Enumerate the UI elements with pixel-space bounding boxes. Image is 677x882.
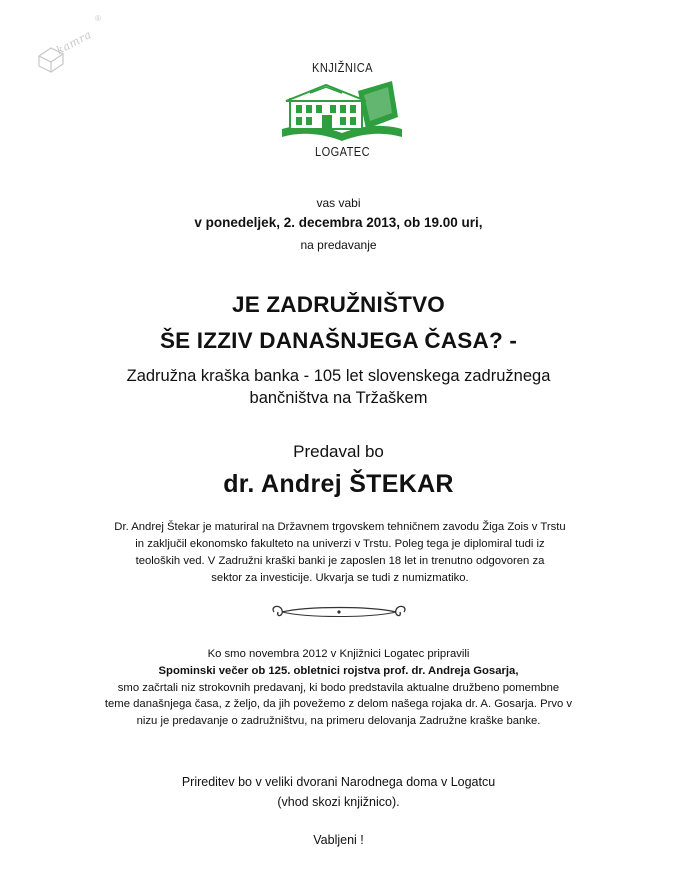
welcome-text: Vabljeni !: [313, 833, 364, 847]
bio-line: in zaključil ekonomsko fakulteto na univerzi v Trstu. Poleg tega je diplomiral tudi iz: [135, 538, 545, 550]
venue-line-1: Prireditev bo v veliki dvorani Narodnega doma v Logatcu: [181, 775, 496, 789]
watermark-registered-mark: ®: [95, 14, 101, 23]
venue-line-2: (vhod skozi knjižnico).: [277, 795, 400, 809]
lecture-title-line-1: JE ZADRUŽNIŠTVO: [231, 292, 445, 317]
bio-line: teoloških ved. V Zadružni kraški banki je zaposlen 18 let in trenutno odgovoren za: [135, 555, 545, 567]
context-line-2: Spominski večer ob 125. obletnici rojstva prof. dr. Andreja Gosarja,: [158, 664, 519, 677]
ornamental-divider: [268, 602, 410, 622]
bio-line: Dr. Andrej Štekar je maturiral na Državnem trgovskem tehničnem zavodu Žiga Zois v Trstu: [114, 521, 566, 533]
context-line-4: teme današnjega časa, z željo, da jih povežemo z delom našega rojaka dr. A. Gosarja. Prvo v: [104, 698, 573, 711]
watermark: [33, 14, 113, 74]
invitation-line-3: na predavanje: [300, 238, 377, 252]
library-logo: [280, 60, 405, 165]
library-building-icon: [280, 77, 405, 145]
watermark-text: kamra: [54, 27, 94, 58]
logo-top-text: KNJIŽNICA: [312, 60, 373, 75]
invitation-date: v ponedeljek, 2. decembra 2013, ob 19.00 uri,: [194, 215, 483, 230]
lecture-subtitle-line-1: Zadružna kraška banka - 105 let slovenskega zadružnega: [126, 367, 551, 385]
speaker-bio: [80, 519, 600, 587]
context-line-3: smo začrtali niz strokovnih predavanj, ki bodo predstavila aktualne družbeno pomembne: [117, 681, 560, 694]
logo-bottom-text: LOGATEC: [315, 144, 370, 159]
invitation-line-1: vas vabi: [316, 196, 361, 210]
context-paragraph: [0, 646, 677, 730]
context-line-5: nizu je predavanje o zadružništvu, na primeru delovanja Zadružne kraške banke.: [136, 715, 541, 728]
speaker-intro: Predaval bo: [293, 442, 384, 461]
lecture-subtitle-line-2: bančništva na Tržaškem: [249, 389, 428, 407]
context-line-1: Ko smo novembra 2012 v Knjižnici Logatec pripravili: [207, 648, 470, 660]
bio-line: sektor za investicije. Ukvarja se tudi z numizmatiko.: [211, 572, 469, 584]
speaker-name: dr. Andrej ŠTEKAR: [223, 470, 454, 498]
lecture-title-line-2: ŠE IZZIV DANAŠNJEGA ČASA? -: [159, 328, 518, 353]
